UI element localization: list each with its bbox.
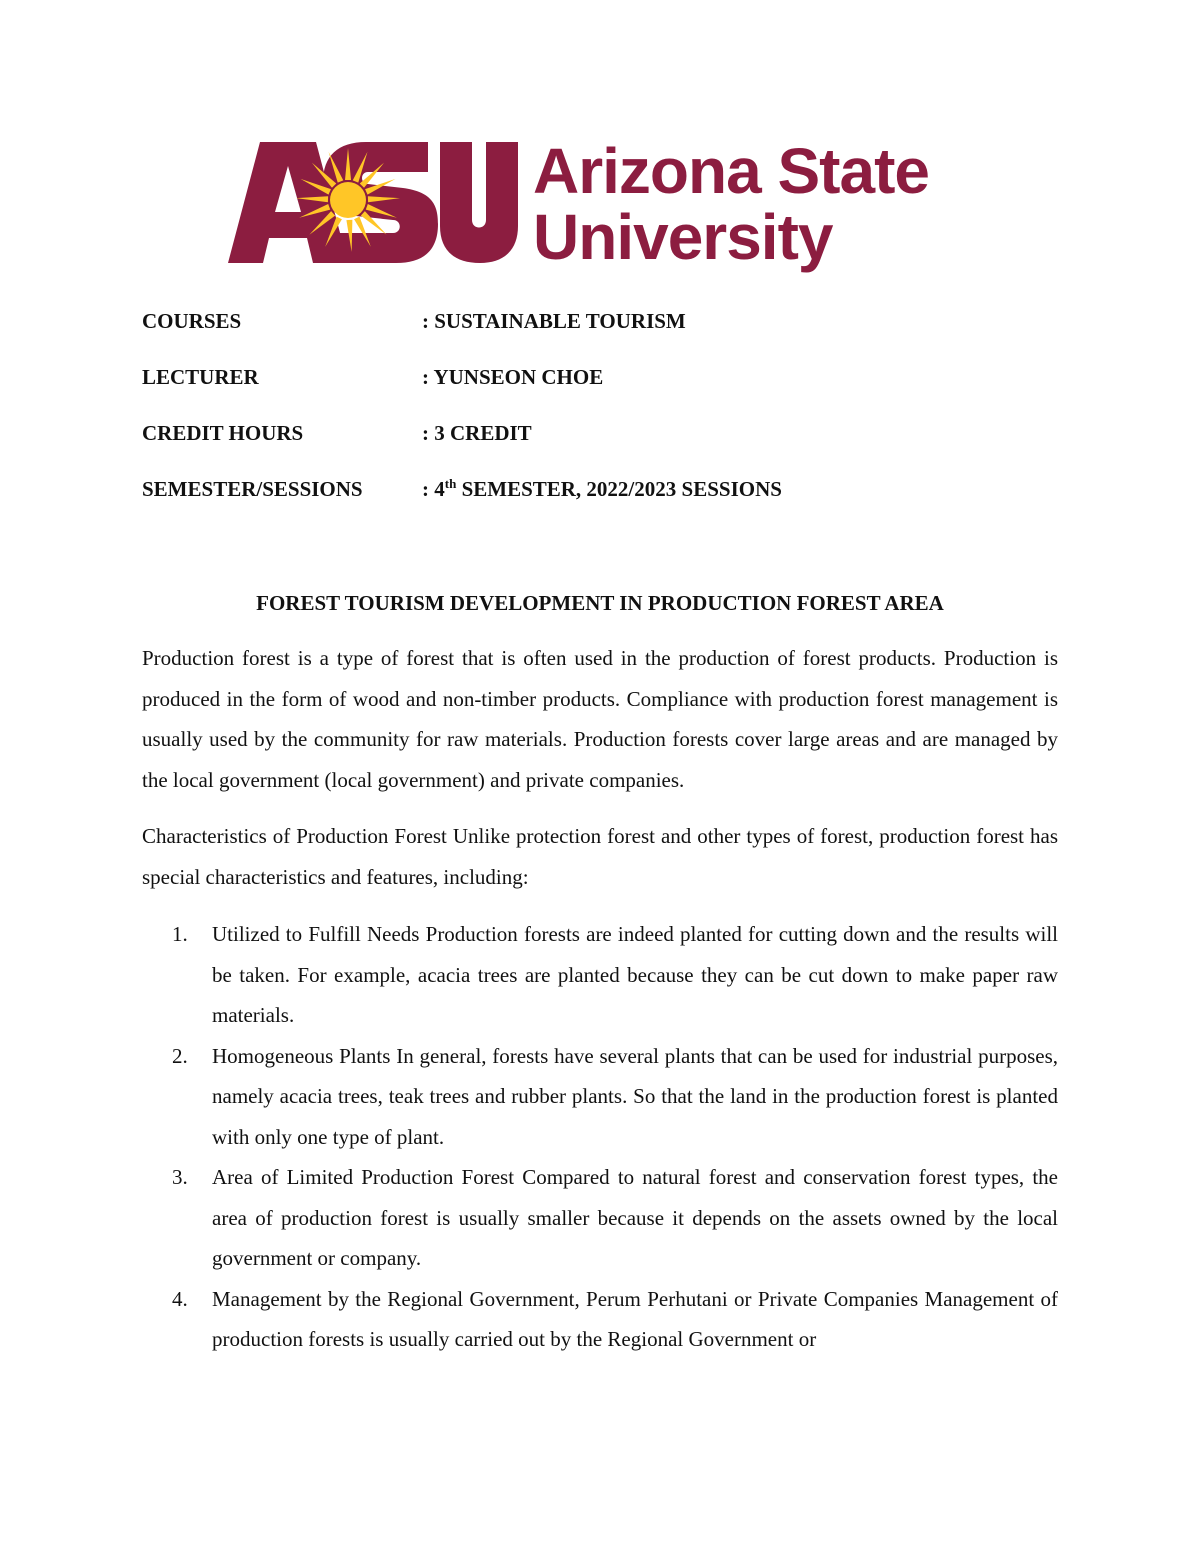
semester-value: : 4th SEMESTER, 2022/2023 SESSIONS [422, 476, 782, 501]
list-item [142, 1036, 1058, 1158]
asu-sunburst-mark [228, 138, 528, 263]
lecturer-label: LECTURER [142, 365, 259, 389]
credit-hours-label: CREDIT HOURS [142, 421, 304, 445]
list-number: 4. [172, 1286, 188, 1311]
document-title: FOREST TOURISM DEVELOPMENT IN PRODUCTION FOREST AREA [256, 591, 944, 615]
university-name-line1: Arizona State [533, 135, 929, 207]
list-number: 3. [172, 1165, 188, 1189]
list-text: Utilized to Fulfill Needs Production forests are indeed planted for cutting down and the results will be taken. For example, acacia trees are planted because they can be cut down to make paper raw materials. [212, 922, 1058, 1027]
semester-label: SEMESTER/SESSIONS [142, 477, 363, 501]
university-name [533, 135, 929, 273]
credit-hours-value: : 3 CREDIT [422, 421, 532, 445]
list-text: Management by the Regional Government, Perum Perhutani or Private Companies Management of production forests is usually carried out by the Regional Government or [212, 1286, 1058, 1351]
list-item [142, 914, 1058, 1036]
list-text: Homogeneous Plants In general, forests have several plants that can be used for industrial purposes, namely acacia trees, teak trees and rubber plants. So that the land in the production forest is planted with only one type of plant. [212, 1043, 1058, 1149]
lecturer-value: : YUNSEON CHOE [422, 365, 604, 389]
list-number: 2. [172, 1043, 188, 1068]
courses-value: : SUSTAINABLE TOURISM [422, 309, 686, 333]
list-item [142, 1157, 1058, 1279]
registered-mark: ® [507, 141, 516, 153]
intro-paragraph: Production forest is a type of forest that is often used in the production of forest products. Production is produced in the form of wood and non-timber products. Compliance with production forest management is usually used by the community for raw materials. Production forests cover large areas and are managed by the local government (local government) and private companies. [142, 646, 1058, 792]
list-item [142, 1279, 1058, 1360]
characteristics-list [142, 914, 1058, 1360]
characteristics-paragraph: Characteristics of Production Forest Unlike protection forest and other types of forest, production forest has special characteristics and features, including: [142, 824, 1058, 889]
list-text: Area of Limited Production Forest Compared to natural forest and conservation forest types, the area of production forest is usually smaller because it depends on the assets owned by the local government or company. [212, 1165, 1058, 1270]
list-number: 1. [172, 922, 188, 946]
university-name-line2: University [533, 201, 833, 273]
courses-label: COURSES [142, 309, 242, 333]
asu-logo [228, 135, 988, 278]
